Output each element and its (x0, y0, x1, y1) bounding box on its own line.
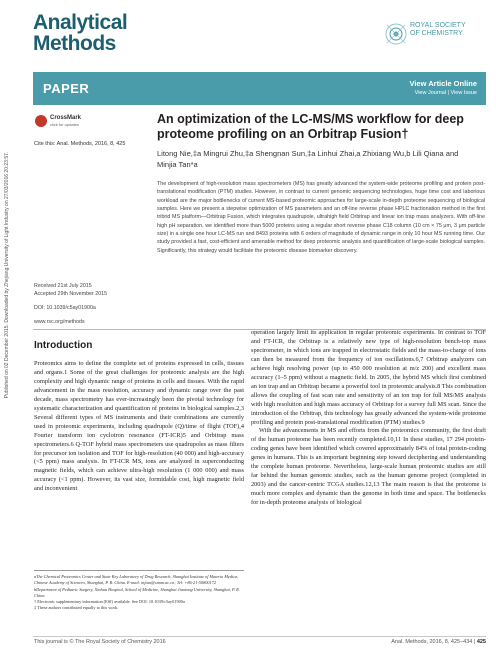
equal-contribution-note: ‡ These authors contributed equally to this work. (34, 605, 119, 611)
affiliation-b: bDepartment of Pediatric Surgery, Xinhua Hospital, School of Medicine, Shanghai Jiaotong University, Shanghai, P. R. China (34, 586, 240, 598)
view-journal-issue-links[interactable]: View Journal | View Issue (414, 90, 477, 96)
journal-title-line1: Analytical (33, 11, 128, 34)
page-citation: Anal. Methods, 2016, 8, 425–434 | 425 (391, 639, 486, 645)
citation-line: Cite this: Anal. Methods, 2016, 8, 425 (34, 141, 126, 147)
esi-note: † Electronic supplementary information (ESI) available. See DOI: 10.1039/c5ay01900a (34, 599, 185, 605)
article-type-label: PAPER (43, 81, 90, 96)
journal-title (33, 12, 127, 54)
footer-rule (33, 636, 486, 637)
article-type-banner (33, 72, 486, 105)
paragraph: With the advancements in MS and efforts from the proteomics community, the first draft of the human proteome has been recently completed.10,11 In these studies, 17 294 protein-coding genes have been identified which covered approximately 84% of total protein-coding genes in humans. This is an important beginning step toward deciphering and understanding the complete human proteome. Nevertheless, large-scale human proteomic studies are still far behind the human genomic studies, such as the human genome project (completed in 2003) and the cancer-centric TCGA studies.12,13 The main reason is that the proteome is much more complex and dynamic than the genome in both time and space. The bottlenecks for in-depth proteome analysis of biological (251, 427, 486, 507)
copyright-notice: This journal is © The Royal Society of Chemistry 2016 (34, 639, 166, 645)
crossmark-badge[interactable]: CrossMark click for updates (35, 113, 105, 131)
author-list: Litong Nie,‡a Mingrui Zhu,‡a Shengnan Sun,‡a Linhui Zhai,a Zhixiang Wu,b Lili Qiana and Minjia Tan*a (157, 149, 459, 169)
affiliation-a: aThe Chemical Proteomics Center and State Key Laboratory of Drug Research, Shanghai Institute of Materia Medica, Chinese Academy of Sciences, Shanghai, P. R. China. E-mail: mjtan@simm.ac.cn; Tel: +86-21-50800172 (34, 574, 239, 586)
journal-url[interactable]: www.rsc.org/methods (34, 319, 85, 325)
crossmark-icon (35, 115, 47, 127)
received-date: Received 21st July 2015 (34, 283, 92, 289)
article-history (34, 282, 144, 326)
article-title: An optimization of the LC-MS/MS workflow for deep proteome profiling on an Orbitrap Fusion† (157, 112, 464, 141)
journal-title-line2: Methods (33, 32, 116, 55)
page-number: 425 (476, 639, 486, 645)
body-text-right-column (251, 329, 486, 508)
download-watermark: Published on 02 December 2015. Downloaded by Zhejiang University of Light Industry on 27/03/2016 20:23:57. (4, 151, 10, 399)
footnotes (34, 574, 244, 612)
accepted-date: Accepted 29th November 2015 (34, 291, 108, 297)
introduction-heading: Introduction (34, 340, 93, 351)
publisher-name: ROYAL SOCIETY OF CHEMISTRY (410, 22, 466, 37)
abstract: The development of high-resolution mass spectrometers (MS) has greatly advanced the system-wide proteome profiling and protein post-translational modification (PTM) studies. However, in contrast to current genomic sequencing technologies, huge time cost and laborious workload are the major bottlenecks of current MS-based proteomic approaches for large-scale in-depth proteome sequencing of biological samples. Here we present a stepwise optimization of MS parameters and an off-line reverse phase HPLC fractionation method in the first tribrid MS platform—Orbitrap Fusion, which integrates quadrupole, ultrahigh field Orbitrap and linear ion trap mass analyzers. With off-line high pH separation, we identified more than 5000 proteins using a regular short reverse phase C18 column (10 cm × 75 μm, 3 μm particle size) in a single one hour LC-MS run and 8493 proteins with 6 orders of magnitude of dynamic range in only 10 hour MS running time. Our study provided a fast, cost-efficient and amenable method for deep proteomic analysis and quantification of large-scale biological samples. Significantly, this strategy would facilitate the proteomic disease biomarker discovery. (157, 181, 485, 254)
doi[interactable]: DOI: 10.1039/c5ay01900a (34, 305, 96, 311)
body-text-left-column: Proteomics aims to define the complete set of proteins expressed in cells, tissues and organs.1 Some of the great challenges for proteomic analysis are the high complexity and high dynamic range of proteins in cells and tissues. With the rapid advancement in the mass resolution, accuracy and dynamic range over the past decade, mass spectrometry has ever-increasingly been the pivotal technology for systematic characterization and quantification of proteins in biological samples.2,3 Several different types of MS instruments and their combinations are currently used in proteomic experiments, including quadrupole (Q)/time of flight (TOF),4 Fourier transform ion cyclotron resonance (FT-ICR)5 and Orbitrap mass spectrometers.6 Q-TOF hybrid mass spectrometers use quadrupoles as mass filters for precursor ion isolation and TOF for high-resolution (40 000) and high-accuracy (<5 ppm) mass analysis. In FT-ICR MS, ions are analyzed in superconducting magnetic fields, which can achieve ultra-high resolution (1 000 000) and mass accuracy (<1 ppm). However, its vast size, formidable cost, high magnetic field and inconvenient (34, 360, 244, 493)
paragraph: operation largely limit its application in regular proteomic experiments. In contrast to TOF and FT-ICR, the Orbitrap is a relatively new type of high-resolution bench-top mass spectrometer, in which ions are trapped in electrostatic fields and the mass-to-charge of ions can then be measured from the frequency of ion oscillations.6,7 Orbitrap analyzers can achieve high resolving power (up to 450 000 resolution at m/z 200) and excellent mass accuracy (1–5 ppm) without a magnetic field. In 2005, the hybrid MS which first combined an ion trap and an Orbitrap became a powerful tool in proteomic analysis.8 This combination allows the coupling of fast scan rate and sensitivity of an ion trap for full MS/MS analysis with high resolution and high mass accuracy of Orbitrap for a survey full MS scan. Since the introduction of the Orbitrap, this technology has greatly advanced the system-wide proteome profiling and protein post-translational modification (PTM) studies.9 (251, 329, 486, 426)
footnote-rule (34, 570, 244, 571)
view-article-online-link[interactable]: View Article Online (409, 79, 477, 88)
